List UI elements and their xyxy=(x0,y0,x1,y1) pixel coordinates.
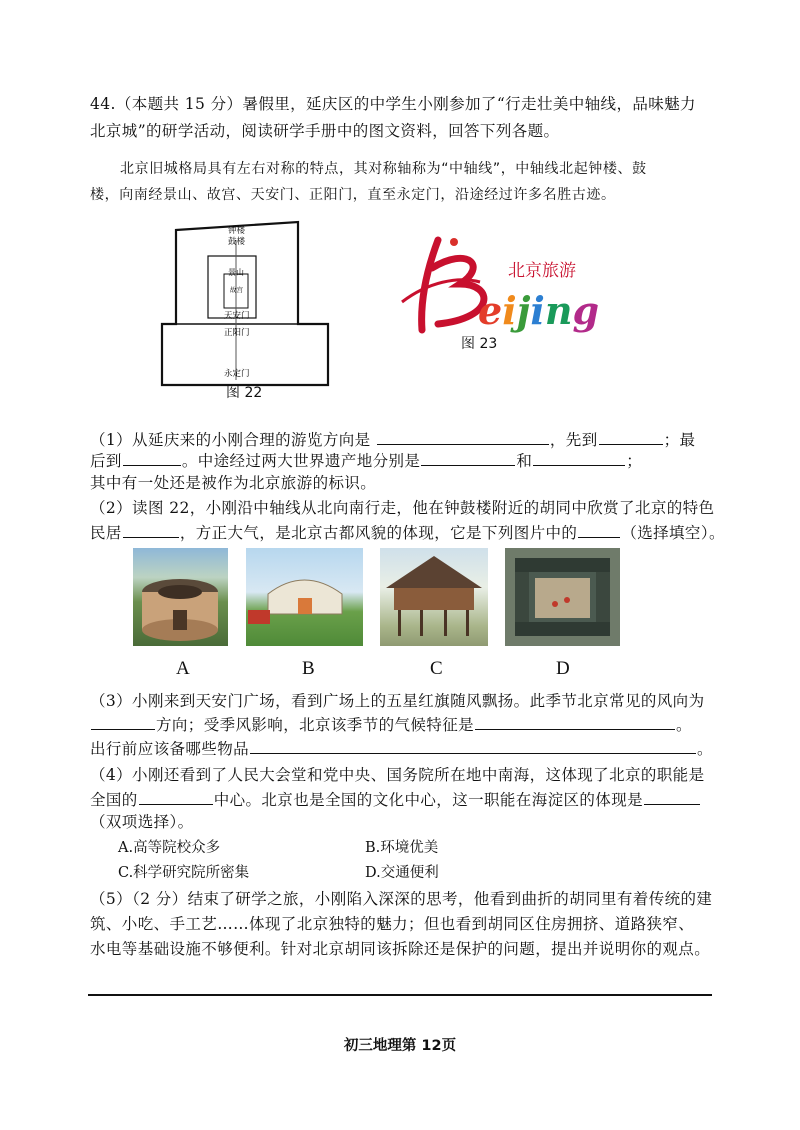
photo-yurt xyxy=(246,548,363,646)
q3-line-2: 方向；受季风影响，北京该季节的气候特征是 。 xyxy=(90,713,692,735)
photo-tulou xyxy=(133,548,228,646)
answer-blank[interactable] xyxy=(250,739,696,754)
option-a-label: A xyxy=(176,658,190,679)
label-jingshan: 景山 xyxy=(228,268,244,277)
footer-divider xyxy=(88,994,712,996)
answer-blank[interactable] xyxy=(644,790,700,805)
option-c-label: C xyxy=(430,658,443,679)
logo-chinese-text: 北京旅游 xyxy=(508,261,576,281)
question-line-2: 北京城”的研学活动，阅读研学手册中的图文资料，回答下列各题。 xyxy=(90,122,560,140)
figure-23-caption: 图 23 xyxy=(461,336,498,352)
question-line-1: 44.（本题共 15 分）暑假里，延庆区的中学生小刚参加了“行走壮美中轴线，品味魅力 xyxy=(90,95,696,113)
photo-siheyuan xyxy=(505,548,620,646)
q4-line-3: （双项选择）。 xyxy=(90,813,194,831)
label-yongdingmen: 永定门 xyxy=(224,369,250,379)
option-d-label: D xyxy=(556,658,570,679)
intro-line-2: 楼，向南经景山、故宫、天安门、正阳门，直至永定门，沿途经过许多名胜古迹。 xyxy=(90,187,616,203)
q4-line-2: 全国的 中心。北京也是全国的文化中心，这一职能在海淀区的体现是 xyxy=(90,788,701,810)
q5-line-3: 水电等基础设施不够便利。针对北京胡同该拆除还是保护的问题，提出并说明你的观点。 xyxy=(90,940,711,958)
answer-blank[interactable] xyxy=(123,451,181,466)
q1-line-2: 后到 。中途经过两大世界遗产地分别是 和 ； xyxy=(90,452,643,470)
answer-blank[interactable] xyxy=(599,430,663,445)
label-gulou: 鼓楼 xyxy=(228,237,246,247)
central-axis-map xyxy=(160,220,330,390)
q1-line-1: （1）从延庆来的小刚合理的游览方向是 ，先到 ；最 xyxy=(90,431,696,449)
beijing-tourism-logo xyxy=(398,232,600,337)
intro-line-1: 北京旧城格局具有左右对称的特点，其对称轴称为“中轴线”，中轴线北起钟楼、鼓 xyxy=(120,161,647,177)
q2-line-1: （2）读图 22，小刚沿中轴线从北向南行走，他在钟鼓楼附近的胡同中欣赏了北京的特色 xyxy=(90,499,715,517)
label-gugong: 故宫 xyxy=(230,286,243,294)
q3-line-3: 出行前应该备哪些物品 。 xyxy=(90,740,713,758)
label-zhonglou: 钟楼 xyxy=(228,226,246,236)
choice-a[interactable]: A.高等院校众多 xyxy=(118,840,221,856)
q5-line-2: 筑、小吃、手工艺……体现了北京独特的魅力；但也看到胡同区住房拥挤、道路狭窄、 xyxy=(90,915,695,933)
answer-blank[interactable] xyxy=(91,715,155,730)
answer-blank[interactable] xyxy=(377,430,549,445)
page-footer: 初三地理第 12页 xyxy=(343,1038,457,1054)
answer-blank[interactable] xyxy=(421,451,515,466)
photo-stilt-house xyxy=(380,548,488,646)
choice-b[interactable]: B.环境优美 xyxy=(365,840,439,856)
label-tiananmen: 天安门 xyxy=(224,311,250,321)
answer-blank[interactable] xyxy=(578,523,620,538)
choice-d[interactable]: D.交通便利 xyxy=(365,865,439,881)
q4-line-1: （4）小刚还看到了人民大会堂和党中央、国务院所在地中南海，这体现了北京的职能是 xyxy=(90,766,705,784)
answer-blank[interactable] xyxy=(533,451,625,466)
q1-line-3: 其中有一处还是被作为北京旅游的标识。 xyxy=(90,474,377,492)
answer-blank[interactable] xyxy=(475,715,675,730)
answer-blank[interactable] xyxy=(139,790,213,805)
q5-line-1: （5）（2 分）结束了研学之旅，小刚陷入深深的思考，他看到曲折的胡同里有着传统的建 xyxy=(90,890,713,908)
choice-c[interactable]: C.科学研究院所密集 xyxy=(118,865,250,881)
q2-line-2: 民居 ，方正大气，是北京古都风貌的体现，它是下列图片中的 （选择填空）。 xyxy=(90,524,725,542)
answer-blank[interactable] xyxy=(123,523,179,538)
label-zhengyangmen: 正阳门 xyxy=(224,328,250,338)
svg-text:eijing: eijing xyxy=(478,288,600,333)
q3-line-1: （3）小刚来到天安门广场，看到广场上的五星红旗随风飘扬。此季节北京常见的风向为 xyxy=(90,692,705,710)
figure-22-caption: 图 22 xyxy=(226,385,263,401)
option-b-label: B xyxy=(302,658,315,679)
